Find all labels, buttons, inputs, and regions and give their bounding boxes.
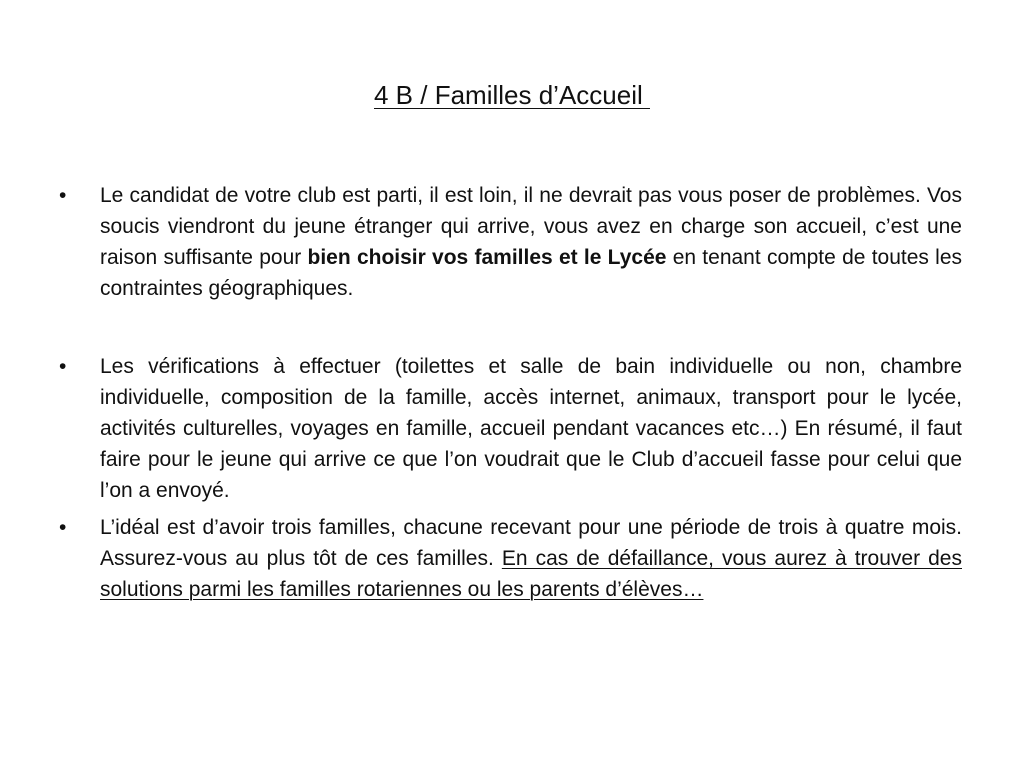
bullet-text: Les vérifications à effectuer (toilettes et salle de bain individuelle ou non, chambre individuelle, composition de la famille, accès internet, animaux, transport pour le lycée, activités culturelles, voyages en famille, accueil pendant vacances etc…) En résumé, il faut faire pour le jeune qui arrive ce que l’on voudrait que le Club d’accueil fasse pour celui que l’on a envoyé. [100,355,962,502]
bullet-item-ideal-families [59,512,962,605]
bullet-icon: • [59,516,67,539]
bullet-text-bold: bien choisir vos familles et le Lycée [307,246,667,269]
bullet-item-candidate [59,180,963,304]
bullet-icon: • [59,184,67,207]
bullet-icon: • [59,355,67,378]
bullet-text: Le candidat de votre club est parti, il est loin, il ne devrait pas vous poser de problèmes. Vos soucis viendront du jeune étranger qui arrive, vous avez en charge son accueil, c’est une raison suffisante pour [100,184,962,269]
slide-title [0,78,1024,112]
slide-title-text: 4 B / Familles d’Accueil [374,80,650,110]
bullet-text: L’idéal est d’avoir trois familles, chacune recevant pour une période de trois à quatre mois. Assurez-vous au plus tôt de ces familles. [100,516,962,570]
bullet-list [0,180,1024,605]
bullet-text: en tenant compte de toutes les contraintes géographiques. [100,246,963,300]
bullet-text-underlined: En cas de défaillance, vous aurez à trouver des solutions parmi les familles rotariennes ou les parents d’élèves… [100,547,962,601]
bullet-item-verifications [59,351,962,506]
